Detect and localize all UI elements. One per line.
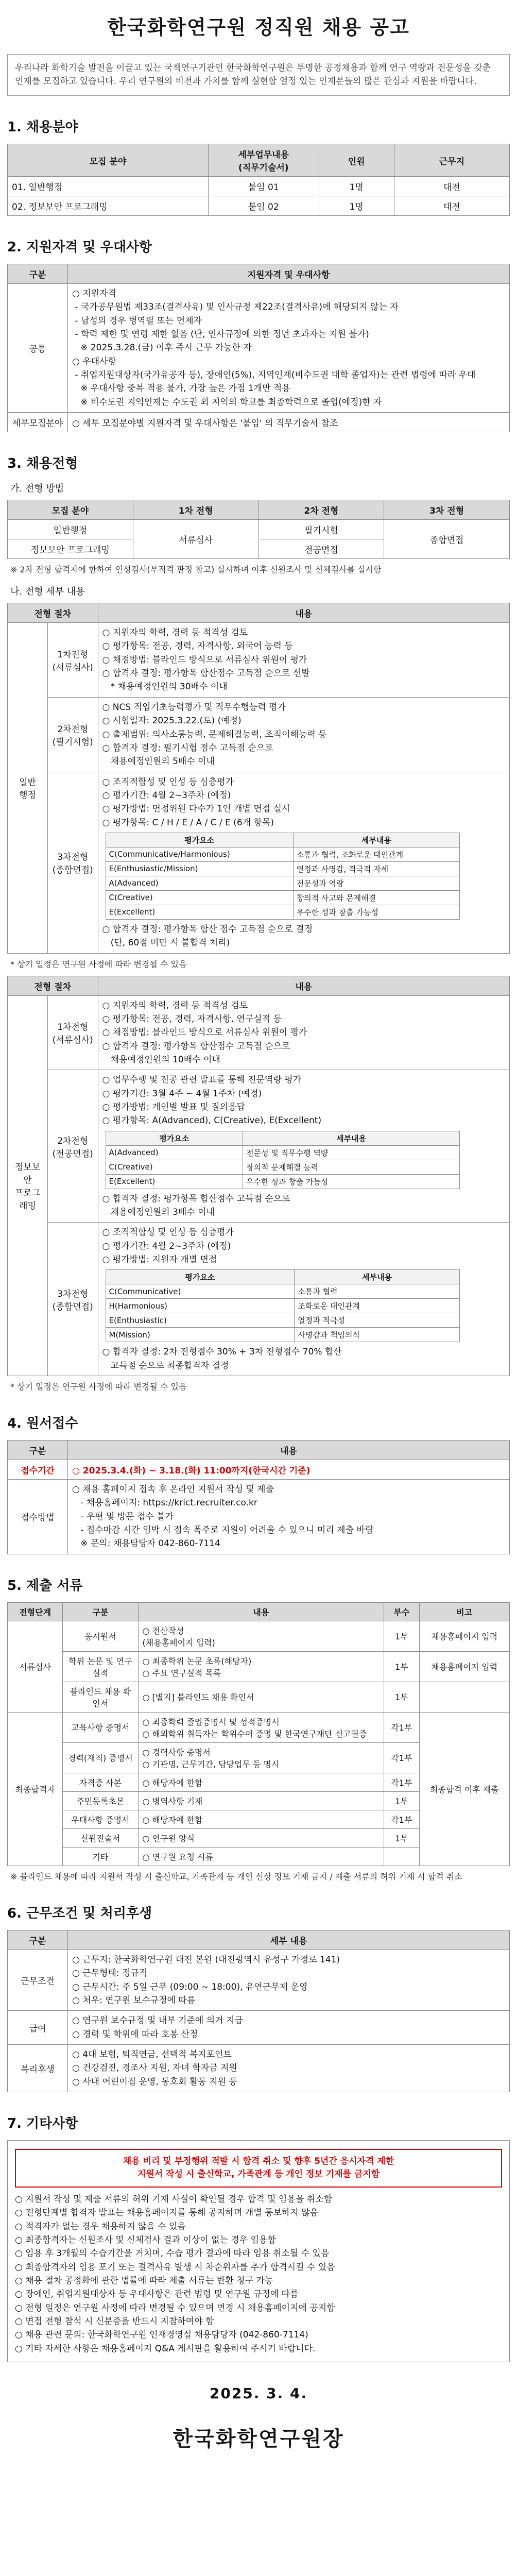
period-text: ○ 2025.3.4.(화) ~ 3.18.(화) 11:00까지(한국시간 기준) (68, 1460, 510, 1480)
common-content (68, 284, 510, 413)
condition-label: 급여 (8, 2011, 68, 2045)
list-item: ○ 근무지: 한국화학연구원 대전 본원 (대전광역시 유성구 가정로 141) (72, 1954, 340, 1965)
eval-th: 세부내용 (243, 1131, 460, 1145)
eval-cell: A(Advanced) (106, 1145, 243, 1160)
table-row (8, 1460, 510, 1480)
eval-cell: 조화로운 대인관계 (295, 1299, 460, 1313)
list-item: (단, 60점 미만 시 불합격 처리) (102, 938, 230, 948)
th-flow-1: 1차 전형 (133, 500, 258, 520)
period-label: 접수기간 (8, 1460, 68, 1480)
cell: ○ 최종학위 논문 초록(해당자) ○ 주요 연구실적 목록 (138, 1651, 384, 1682)
method-label: 접수방법 (8, 1480, 68, 1554)
cell: ○ 병역사항 기재 (138, 1791, 384, 1810)
round-content (98, 623, 510, 698)
list-item: - 접수마감 시간 임박 시 접속 폭주로 지원이 어려울 수 있으니 미리 제출 바람 (72, 1525, 374, 1536)
list-item: - 남성의 경우 병역필 또는 면제자 (72, 315, 202, 326)
round-list (102, 1226, 506, 1266)
section-7-title: 7. 기타사항 (7, 2115, 78, 2131)
condition-list (72, 2014, 505, 2041)
list-item: ○ 출제범위: 의사소통능력, 문제해결능력, 조직이해능력 등 (102, 729, 327, 740)
table-row (8, 772, 510, 953)
admin-note: * 상기 일정은 연구원 사정에 따라 변경될 수 있음 (10, 959, 187, 969)
list-item: ※ 우대사항 중복 적용 불가, 가장 높은 가점 1개만 적용 (72, 383, 290, 394)
it-process-table (7, 976, 510, 1377)
cell: 응시원서 (63, 1621, 138, 1651)
documents-note: ※ 블라인드 채용에 따라 지원서 작성 시 출신학교, 가족관계 등 개인 신상 정보 기재 금지 / 제출 서류의 허위 기재 시 합격 취소 (10, 1871, 462, 1882)
list-item: - 우편 및 방문 접수 불가 (72, 1511, 174, 1522)
detail-label: 세부모집분야 (8, 413, 68, 432)
table-row (8, 284, 510, 413)
cell: 학위 논문 및 연구실적 (63, 1651, 138, 1682)
eval-cell: C(Communicative/Harmonious) (106, 847, 293, 861)
method-list (72, 1483, 505, 1551)
cell: 전공면접 (258, 539, 384, 559)
eval-row (106, 1174, 460, 1189)
flow-note: ※ 2차 전형 합격자에 한하여 인성검사(부적격 판정 참고) 실시하며 이후 신원조사 및 신체검사를 실시함 (10, 565, 382, 575)
eval-row (106, 905, 460, 919)
table-row (8, 1621, 510, 1651)
condition-list (72, 2048, 505, 2089)
table-row (8, 413, 510, 432)
table-row (8, 1480, 510, 1554)
eval-cell: 우수한 성과 창출 가능성 (293, 905, 459, 919)
list-item: ○ 합격자 결정: 평가항목 합산 점수 고득점 순으로 결정 (102, 924, 313, 935)
eval-table (106, 833, 460, 920)
cell: 각1부 (384, 1773, 419, 1791)
eval-cell: C(Creative) (106, 890, 293, 905)
eval-cell: A(Advanced) (106, 876, 293, 890)
cell: 필기시험 (258, 520, 384, 539)
eval-cell: E(Enthusiastic/Mission) (106, 861, 293, 876)
cell (384, 1847, 419, 1866)
cell: 각1부 (384, 1810, 419, 1828)
eval-cell: 우수한 성과 창출 가능성 (243, 1174, 460, 1189)
eval-row (106, 1145, 460, 1160)
eval-cell: 창의적 사고와 문제해결 (293, 890, 459, 905)
list-item: ○ 채용 홈페이지 접속 후 온라인 지원서 작성 및 제출 (72, 1484, 274, 1495)
eval-cell: H(Harmonious) (106, 1299, 295, 1313)
list-item: ○ 우대사항 (72, 356, 116, 367)
cell: 1명 (319, 177, 394, 196)
list-item: ○ 기타 자세한 사항은 채용홈페이지 Q&A 게시판을 활용하여 주시기 바랍니다. (15, 2343, 316, 2354)
cell: 1부 (384, 1651, 419, 1682)
condition-label: 근무조건 (8, 1950, 68, 2010)
round-list-after (102, 923, 506, 950)
stage-label: 최종합격자 (8, 1712, 63, 1866)
cell: 대전 (394, 177, 509, 196)
list-item: - 국가공무원법 제33조(결격사유) 및 인사규정 제22조(결격사유)에 해당되지 않는 자 (72, 302, 399, 313)
admin-process-table (7, 603, 510, 954)
th-step: 전형 절차 (8, 976, 98, 995)
table-row (8, 1223, 510, 1376)
list-item: ○ 최종합격자는 신원조사 및 신체검사 결과 이상이 없는 경우 임용함 (15, 2234, 276, 2245)
eval-table (106, 1131, 460, 1189)
list-item: ○ 조직적합성 및 인성 등 심층평가 (102, 1227, 234, 1238)
cell: ○ 연구원 요청 서류 (138, 1847, 384, 1866)
eval-row (106, 1328, 460, 1342)
eval-cell: 전문성 및 직무수행 역량 (243, 1145, 460, 1160)
warning-box: 채용 비리 및 부정행위 적발 시 합격 취소 및 향후 5년간 응시자격 제한 지원서 작성 시 출신학교, 가족관계 등 개인 정보 기재를 금지함 (15, 2149, 502, 2188)
table-row (8, 1682, 510, 1712)
eval-th: 평가요소 (106, 833, 293, 847)
eval-row (106, 1299, 460, 1313)
round-content (98, 995, 510, 1070)
condition-list (72, 1953, 505, 2007)
notice-date: 2025. 3. 4. (209, 2385, 308, 2402)
list-item: ○ 평가기간: 3월 4주 ~ 4월 1주차 (예정) (102, 1088, 262, 1099)
table-row (8, 995, 510, 1070)
round-list (102, 775, 506, 829)
condition-content (68, 1950, 510, 2010)
eval-cell: M(Mission) (106, 1328, 295, 1342)
list-item: ○ 지원자격 (72, 289, 116, 299)
list-item: - 학력 제한 및 연령 제한 없음 (단, 인사규정에 의한 정년 초과자는 지원 불가) (72, 329, 369, 340)
th-detail: 세부 내용 (68, 1930, 510, 1950)
list-item: ○ 평가방법: 개인별 발표 및 질의응답 (102, 1102, 245, 1112)
common-label: 공통 (8, 284, 68, 413)
cell: ○ 경력사항 증명서 ○ 기관명, 근무기간, 담당업무 등 명시 (138, 1742, 384, 1773)
round-list (102, 701, 506, 769)
round-list (102, 1073, 506, 1127)
table-row (8, 1950, 510, 2010)
th-copies: 부수 (384, 1602, 419, 1621)
cell: 교육사항 증명서 (63, 1712, 138, 1742)
cell: 채용홈페이지 입력 (419, 1651, 510, 1682)
round-list (102, 999, 506, 1067)
round-content (98, 772, 510, 953)
eval-cell: C(Communicative) (106, 1284, 295, 1299)
round-label: 2차전형 (전공면접) (48, 1070, 98, 1223)
cell: 우대사항 증명서 (63, 1810, 138, 1828)
flow-table (7, 500, 510, 559)
group-label: 일반 행정 (8, 623, 48, 954)
list-item: 채용예정인원의 5배수 이내 (102, 756, 215, 767)
list-item: ○ 합격자 결정: 2차 전형점수 30% + 3차 전형점수 70% 합산 (102, 1347, 342, 1358)
list-item: ○ 근무시간: 주 5일 근무 (09:00 ~ 18:00), 유연근무제 운영 (72, 1981, 308, 1992)
list-item: ○ 평가기간: 4월 2~3주차 (예정) (102, 1241, 231, 1251)
round-list-after (102, 1192, 506, 1219)
th-type: 구분 (8, 264, 68, 284)
eval-cell: E(Excellent) (106, 1174, 243, 1189)
list-item: ○ 지원자의 학력, 경력 등 적격성 검토 (102, 1000, 248, 1011)
th-type: 구분 (8, 1930, 68, 1950)
eval-row (106, 1284, 460, 1299)
th-remark: 비고 (419, 1602, 510, 1621)
list-item: ○ 전형단계별 합격자 발표는 채용홈페이지를 통해 공지하며 개별 통보하지 않음 (15, 2208, 318, 2218)
eval-table (106, 1269, 460, 1342)
list-item: ※ 비수도권 지역인재는 수도권 외 지역의 학교를 최종학력으로 졸업(예정)한 자 (72, 397, 382, 408)
table-row (8, 196, 510, 216)
list-item: 채용예정인원의 10배수 이내 (102, 1054, 220, 1065)
cell (419, 1682, 510, 1712)
table-row (8, 1070, 510, 1223)
table-row (8, 177, 510, 196)
detail-text: ○ 세부 모집분야별 지원자격 및 우대사항은 '붙임' 의 직무기술서 참조 (68, 413, 510, 432)
round-label: 1차전형 (서류심사) (48, 995, 98, 1070)
table-row (8, 1712, 510, 1742)
round-list-after (102, 1345, 506, 1372)
eval-header (106, 1270, 460, 1284)
cell: 01. 일반행정 (8, 177, 209, 196)
signature: 한국화학연구원장 (173, 2427, 344, 2451)
cell: 1부 (384, 1828, 419, 1847)
cell: 기타 (63, 1847, 138, 1866)
stage-label: 서류심사 (8, 1621, 63, 1712)
table-row (8, 2044, 510, 2092)
list-item: ○ 업무수행 및 전공 관련 발표를 통해 전문역량 평가 (102, 1075, 302, 1086)
list-item: ○ 근무형태: 정규직 (72, 1968, 148, 1979)
section-2-title: 2. 지원자격 및 우대사항 (7, 240, 152, 255)
cell: 붙임 01 (209, 177, 319, 196)
cell: 각1부 (384, 1712, 419, 1742)
list-item: ○ 합격자 결정: 평가항목 합산점수 고득점 순으로 선발 (102, 668, 310, 679)
cell: 일반행정 (8, 520, 133, 539)
conditions-table (7, 1930, 510, 2092)
table-row (8, 1651, 510, 1682)
list-item: ○ 평가방법: 지원자 개별 면접 (102, 1255, 217, 1265)
cell: ○ 연구원 양식 (138, 1828, 384, 1847)
application-table (7, 1440, 510, 1554)
etc-box (7, 2140, 510, 2362)
round-label: 2차전형 (필기시험) (48, 697, 98, 772)
th-content: 내용 (98, 976, 510, 995)
eval-cell: E(Enthusiastic) (106, 1313, 295, 1328)
eval-row (106, 1313, 460, 1328)
round-content (98, 697, 510, 772)
cell: 각1부 (384, 1742, 419, 1773)
cell: 자격증 사본 (63, 1773, 138, 1791)
cell: ○ 최종학력 졸업증명서 및 성적증명서 ○ 해외학위 취득자는 학위수여 증명 및 한국연구재단 신고필증 (138, 1712, 384, 1742)
th-content: 내용 (68, 1440, 510, 1460)
list-item: ※ 2025.3.28.(금) 이후 즉시 근무 가능한 자 (72, 343, 252, 353)
th-flow-field: 모집 분야 (8, 500, 133, 520)
eval-th: 평가요소 (106, 1270, 295, 1284)
cell: 1부 (384, 1791, 419, 1810)
cell: 경력(재직) 증명서 (63, 1742, 138, 1773)
table-row (8, 623, 510, 698)
th-location: 근무지 (394, 144, 509, 177)
list-item: ○ 평가항목: 전공, 경력, 자격사항, 외국어 능력 등 (102, 641, 293, 652)
eval-row (106, 847, 460, 861)
list-item: ○ 적격자가 없는 경우 채용하지 않을 수 있음 (15, 2221, 186, 2232)
list-item: 고득점 순으로 최종합격자 결정 (102, 1360, 229, 1371)
recruit-field-table (7, 144, 510, 216)
intro-box: 우리나라 화학기술 발전을 이끌고 있는 국책연구기관인 한국화학연구원은 투명한 공정채용과 함께 연구 역량과 전문성을 갖춘 인재를 모집하고 있습니다. 우리 연구원의 비전과 가치를 함께 실현할 열정 있는 인재분들의 많은 관심과 지원을 바랍니다. (7, 54, 510, 96)
condition-content (68, 2011, 510, 2045)
eval-cell: 소통과 협력, 조화로운 대인관계 (293, 847, 459, 861)
list-item: ○ NCS 직업기초능력평가 및 직무수행능력 평가 (102, 702, 286, 713)
list-item: ○ 연구원 보수규정 및 내부 기준에 의거 지급 (72, 2015, 243, 2026)
section-1-title: 1. 채용분야 (7, 120, 78, 135)
method-content (68, 1480, 510, 1554)
eval-cell: 전문성과 역량 (293, 876, 459, 890)
list-item: ○ 지원서 작성 및 제출 서류의 허위 기재 사실이 확인될 경우 합격 및 임용을 취소함 (15, 2194, 332, 2205)
list-item: ○ 장애인, 취업지원대상자 등 우대사항은 관련 법령 및 연구원 규정에 따름 (15, 2289, 299, 2300)
page-title: 한국화학연구원 정직원 채용 공고 (107, 16, 410, 39)
eval-header (106, 833, 460, 847)
eval-cell: 열정과 사명감, 적극적 자세 (293, 861, 459, 876)
list-item: ○ 건강검진, 경조사 지원, 자녀 학자금 지원 (72, 2063, 237, 2074)
list-item: ○ 사내 어린이집 운영, 동호회 활동 지원 등 (72, 2076, 237, 2087)
list-item: ○ 합격자 결정: 평가항목 합산점수 고득점 순으로 (102, 1193, 290, 1204)
eval-cell: C(Creative) (106, 1160, 243, 1174)
list-item: ○ 지원자의 학력, 경력 등 적격성 검토 (102, 628, 248, 638)
th-flow-3: 3차 전형 (384, 500, 510, 520)
cell: 최종합격 이후 제출 (419, 1712, 510, 1866)
section-3-title: 3. 채용전형 (7, 456, 78, 472)
method-subtitle: 가. 전형 방법 (10, 483, 64, 495)
table-row (8, 2011, 510, 2045)
table-row (8, 520, 510, 539)
eval-th: 세부내용 (295, 1270, 460, 1284)
th-field: 모집 분야 (8, 144, 209, 177)
th-type: 구분 (8, 1440, 68, 1460)
th-flow-2: 2차 전형 (258, 500, 384, 520)
eval-cell: E(Excellent) (106, 905, 293, 919)
cell: 1명 (319, 196, 394, 216)
section-6-title: 6. 근무조건 및 처리후생 (7, 1905, 152, 1921)
eval-row (106, 890, 460, 905)
cell: 02. 정보보안 프로그래밍 (8, 196, 209, 216)
list-item: ○ 임용 후 3개월의 수습기간을 거치며, 수습 평가 결과에 따라 임용 취소될 수 있음 (15, 2248, 330, 2259)
qualification-table (7, 264, 510, 432)
list-item: ○ 전형 일정은 연구원 사정에 따라 변경될 수 있으며 변경 시 채용홈페이지에 공지함 (15, 2302, 335, 2313)
list-item: ○ 채점방법: 블라인드 방식으로 서류심사 위원이 평가 (102, 654, 307, 665)
table-row (8, 697, 510, 772)
section-5-title: 5. 제출 서류 (7, 1578, 83, 1594)
cell: 서류심사 (133, 520, 258, 559)
cell: 대전 (394, 196, 509, 216)
list-item: ○ 면접 전형 참석 시 신분증을 반드시 지참하여야 함 (15, 2316, 214, 2327)
round-label: 3차전형 (종합면접) (48, 772, 98, 953)
th-doc-content: 내용 (138, 1602, 384, 1621)
list-item: * 채용예정인원의 30배수 이내 (102, 682, 228, 692)
cell: ○ 전산작성 (채용홈페이지 입력) (138, 1621, 384, 1651)
eval-row (106, 861, 460, 876)
list-item: ○ 평가항목: A(Advanced), C(Creative), E(Excellent) (102, 1115, 322, 1126)
etc-list (15, 2193, 502, 2355)
condition-content (68, 2044, 510, 2092)
cell: 채용홈페이지 입력 (419, 1621, 510, 1651)
list-item: ○ 평가방법: 면접위원 다수가 1인 개별 면접 실시 (102, 804, 290, 815)
list-item: ○ 채점방법: 블라인드 방식으로 서류심사 위원이 평가 (102, 1027, 307, 1038)
cell: ○ 해당자에 한함 (138, 1810, 384, 1828)
section-4-title: 4. 원서접수 (7, 1416, 78, 1432)
eval-cell: 창의적 문제해결 능력 (243, 1160, 460, 1174)
th-duty: 세부업무내용 (직무기술서) (209, 144, 319, 177)
list-item: 채용예정인원의 3배수 이내 (102, 1207, 215, 1218)
cell: ○ [별지] 블라인드 채용 확인서 (138, 1682, 384, 1712)
cell: 신원진술서 (63, 1828, 138, 1847)
group-label: 정보보안 프로그래밍 (8, 995, 48, 1376)
cell: 주민등록초본 (63, 1791, 138, 1810)
cell: 붙임 02 (209, 196, 319, 216)
cell: 정보보안 프로그래밍 (8, 539, 133, 559)
cell: 1부 (384, 1682, 419, 1712)
eval-th: 세부내용 (293, 833, 459, 847)
round-list (102, 626, 506, 694)
th-qualification: 지원자격 및 우대사항 (68, 264, 510, 284)
cell: ○ 해당자에 한함 (138, 1773, 384, 1791)
eval-cell: 열정과 적극성 (295, 1313, 460, 1328)
th-content: 내용 (98, 603, 510, 623)
round-content (98, 1223, 510, 1376)
eval-header (106, 1131, 460, 1145)
detail-subtitle: 나. 전형 세부 내용 (10, 586, 85, 598)
round-label: 1차전형 (서류심사) (48, 623, 98, 698)
list-item: ○ 평가항목: 전공, 경력, 자격사항, 연구실적 등 (102, 1013, 282, 1024)
header (7, 0, 510, 40)
eval-row (106, 876, 460, 890)
common-list (72, 287, 505, 409)
list-item: ○ 처우: 연구원 보수규정에 따름 (72, 1995, 196, 2006)
cell: 종합면접 (384, 520, 510, 559)
eval-row (106, 1160, 460, 1174)
list-item: ○ 조직적합성 및 인성 등 심층평가 (102, 776, 234, 787)
round-label: 3차전형 (종합면접) (48, 1223, 98, 1376)
cell: 블라인드 채용 확인서 (63, 1682, 138, 1712)
eval-th: 평가요소 (106, 1131, 243, 1145)
list-item: ○ 4대 보험, 퇴직연금, 선택적 복지포인트 (72, 2049, 232, 2060)
list-item: ○ 경력 및 학위에 따라 호봉 산정 (72, 2029, 198, 2040)
condition-label: 복리후생 (8, 2044, 68, 2092)
cell: 1부 (384, 1621, 419, 1651)
list-item: ○ 채용 관련 문의: 한국화학연구원 인재경영실 채용담당자 (042-860-7114) (15, 2330, 308, 2341)
list-item: ○ 채용 절차 공정화에 관한 법률에 따라 제출 서류는 반환 청구 가능 (15, 2275, 273, 2286)
eval-cell: 사명감과 책임의식 (295, 1328, 460, 1342)
list-item: ○ 합격자 결정: 평가항목 합산점수 고득점 순으로 (102, 1041, 290, 1052)
list-item: - 취업지원대상자(국가유공자 등), 장애인(5%), 지역인재(비수도권 대학 졸업자)는 관련 법령에 따라 우대 (72, 370, 476, 381)
th-doc-type: 구분 (63, 1602, 138, 1621)
it-note: * 상기 일정은 연구원 사정에 따라 변경될 수 있음 (10, 1382, 187, 1392)
eval-cell: 소통과 협력 (295, 1284, 460, 1299)
documents-table (7, 1602, 510, 1866)
list-item: - 채용홈페이지: https://krict.recruiter.co.kr (72, 1498, 257, 1509)
list-item: ○ 합격자 결정: 필기시험 점수 고득점 순으로 (102, 742, 273, 753)
list-item: ※ 문의: 채용담당자 042-860-7114 (72, 1538, 220, 1549)
th-step: 전형 절차 (8, 603, 98, 623)
round-content (98, 1070, 510, 1223)
list-item: ○ 시험일자: 2025.3.22.(토) (예정) (102, 716, 242, 726)
list-item: ○ 평가항목: C / H / E / A / C / E (6개 항목) (102, 817, 274, 828)
list-item: ○ 최종합격자의 임용 포기 또는 결격사유 발생 시 차순위자를 추가 합격시킬 수 있음 (15, 2262, 335, 2273)
th-stage: 전형단계 (8, 1602, 63, 1621)
list-item: ○ 평가기간: 4월 2~3주차 (예정) (102, 790, 231, 801)
th-count: 인원 (319, 144, 394, 177)
